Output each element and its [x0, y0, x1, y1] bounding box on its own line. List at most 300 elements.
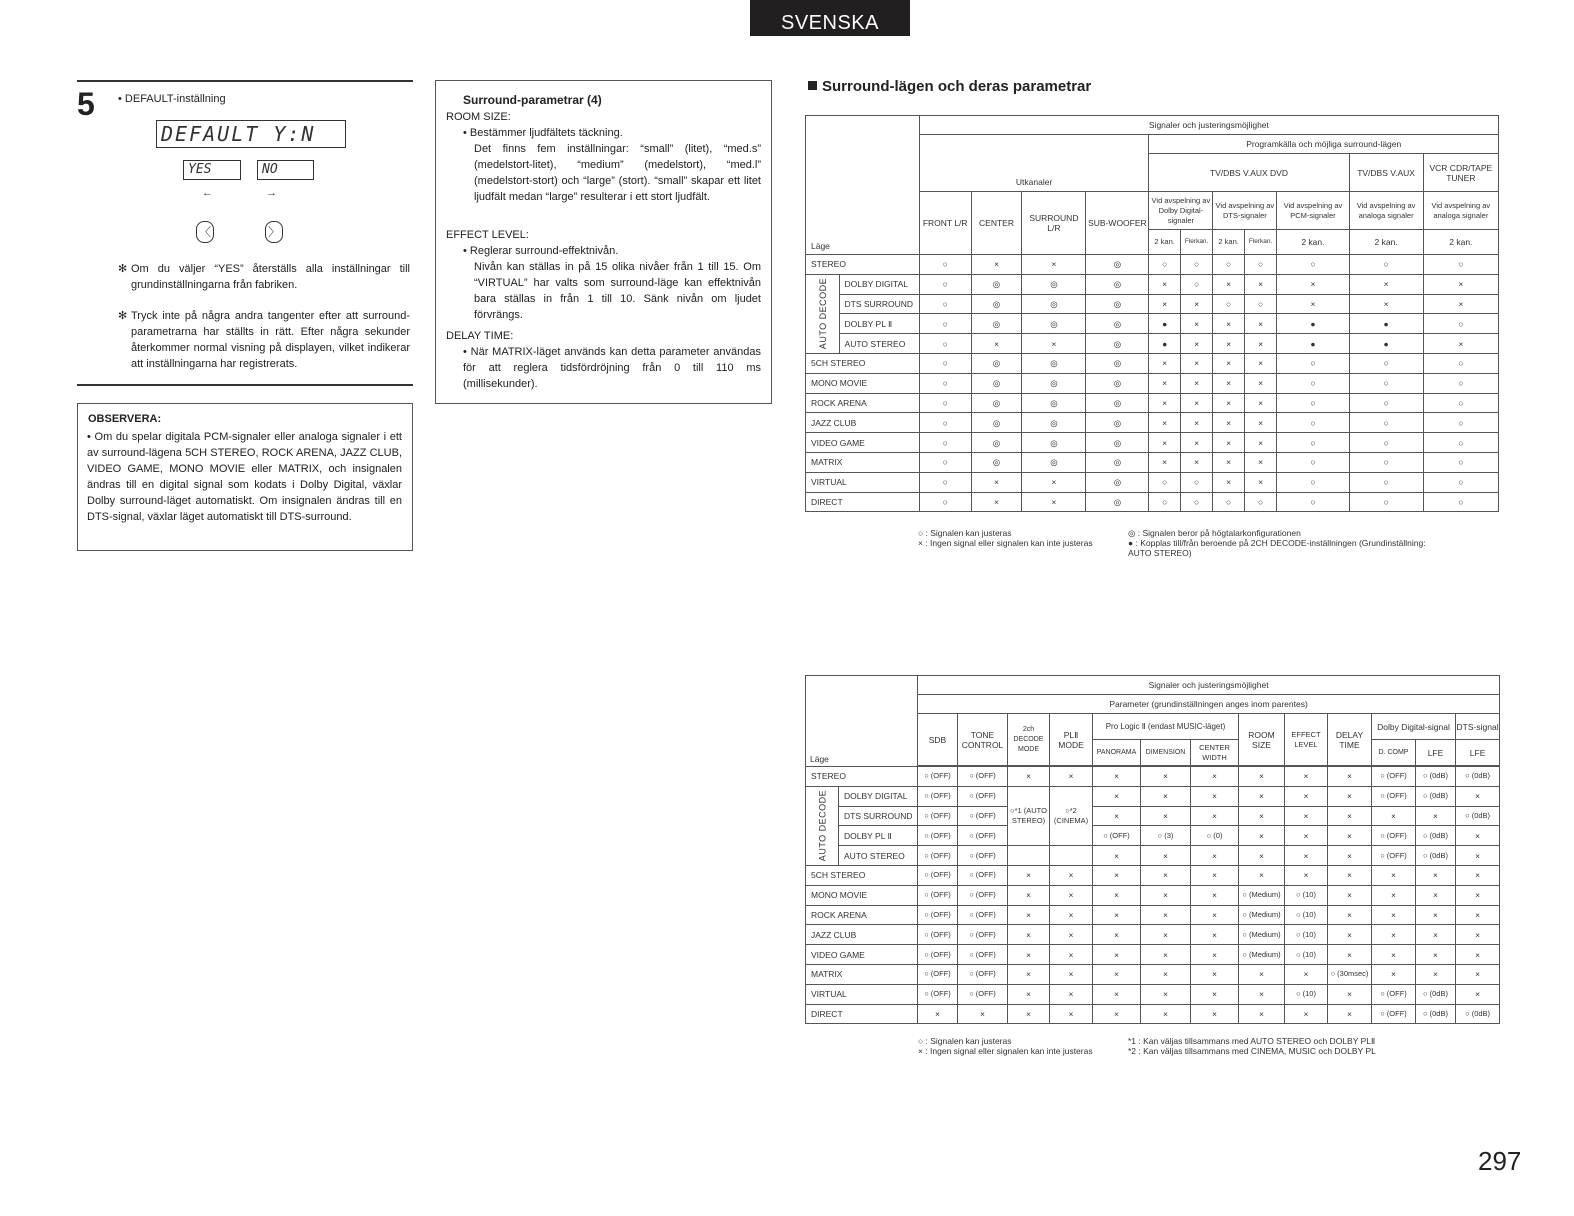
table-cell: ×	[1239, 786, 1285, 806]
table-cell: ○ (OFF)	[918, 767, 958, 787]
mode-name: DIRECT	[806, 492, 920, 512]
table-cell: ×	[1180, 294, 1213, 314]
mode-name: DTS SURROUND	[839, 294, 919, 314]
section-title	[808, 78, 1091, 95]
t2-legend-right	[1128, 1036, 1448, 1056]
table-cell: ○ (OFF)	[1372, 846, 1416, 866]
t1-header-src2: TV/DBS V.AUX	[1349, 154, 1423, 192]
table-cell: ○ (OFF)	[918, 806, 958, 826]
table-cell: ×	[1093, 1004, 1141, 1024]
table-cell: ◎	[1086, 314, 1149, 334]
table-cell: ×	[1285, 786, 1328, 806]
lcd-no: NO	[257, 160, 314, 180]
table-cell: ×	[1149, 274, 1180, 294]
t1-header-multich-dts: Flerkan.	[1244, 230, 1277, 255]
table-cell: ×	[1008, 865, 1050, 885]
table-cell: ◎	[1086, 472, 1149, 492]
table-cell: ○ (0dB)	[1416, 826, 1456, 846]
table-cell: ○ (OFF)	[958, 885, 1008, 905]
t1-header-pcm-2ch: 2 kan.	[1277, 230, 1349, 255]
table-cell: ○	[919, 334, 971, 354]
table-cell: ○ (OFF)	[958, 767, 1008, 787]
table-cell: ◎	[971, 274, 1022, 294]
table-cell: ○ (OFF)	[1372, 1004, 1416, 1024]
table-row	[806, 984, 1500, 1004]
table-cell: ×	[1285, 1004, 1328, 1024]
t1-header-analog2: Vid avspelning av analoga signaler	[1423, 192, 1498, 230]
table-cell: ×	[1008, 905, 1050, 925]
table-cell: ×	[1180, 413, 1213, 433]
table-cell: ×	[1277, 294, 1349, 314]
legend-note-2: *2 : Kan väljas tillsammans med CINEMA, MUSIC och DOLBY PL	[1128, 1046, 1376, 1056]
t2-header-signal: Signaler och justeringsmöjlighet	[918, 676, 1500, 695]
auto-2ch-decode-cell: ○*1 (AUTO STEREO)	[1008, 786, 1050, 845]
table-cell: ○ (0dB)	[1456, 1004, 1500, 1024]
table-cell: ○	[1213, 492, 1244, 512]
table-cell: ×	[1022, 334, 1086, 354]
table-cell: ×	[1213, 274, 1244, 294]
mode-name: 5CH STEREO	[806, 353, 920, 373]
table-row	[806, 492, 1499, 512]
t2-header-dcomp: D. COMP	[1372, 740, 1416, 766]
table-cell: ×	[1141, 885, 1191, 905]
table-cell: ×	[1372, 945, 1416, 965]
mode-name: AUTO STEREO	[839, 846, 918, 866]
table-cell: ◎	[971, 314, 1022, 334]
table-cell: ×	[1022, 492, 1086, 512]
t2-header-delay: DELAY TIME	[1328, 714, 1372, 766]
table-cell: ×	[1328, 846, 1372, 866]
table-cell: ○ (OFF)	[958, 826, 1008, 846]
table-cell: ×	[1328, 885, 1372, 905]
mode-name: VIDEO GAME	[806, 433, 920, 453]
table-cell: ×	[1141, 865, 1191, 885]
table-cell: ◎	[971, 294, 1022, 314]
table-cell: ×	[1093, 964, 1141, 984]
table-cell: ○ (Medium)	[1239, 925, 1285, 945]
table-cell: ○	[1244, 294, 1277, 314]
table-cell: ○	[919, 472, 971, 492]
table-row	[806, 452, 1499, 472]
t2-header-dolby: Dolby Digital-signal	[1372, 714, 1456, 740]
table-cell: ○	[1180, 472, 1213, 492]
table-cell: ○ (OFF)	[918, 945, 958, 965]
table-cell: ×	[1180, 393, 1213, 413]
table-cell: ○	[1349, 255, 1423, 275]
table-row	[806, 945, 1500, 965]
table-cell: ×	[1285, 846, 1328, 866]
table-cell: ○ (OFF)	[958, 786, 1008, 806]
table-cell: ×	[1277, 274, 1349, 294]
table-cell: ×	[918, 1004, 958, 1024]
table-cell: ○	[1423, 373, 1498, 393]
table-cell: ×	[1244, 373, 1277, 393]
table-cell: ◎	[1022, 393, 1086, 413]
table-cell: ○ (OFF)	[958, 806, 1008, 826]
table-cell: ◎	[1022, 452, 1086, 472]
table-cell: ×	[1456, 885, 1500, 905]
table-cell: ×	[1050, 905, 1093, 925]
t2-header-dts: DTS-signal	[1456, 714, 1500, 740]
table-cell: ○	[1423, 353, 1498, 373]
table-cell: ○	[919, 274, 971, 294]
table-cell: ◎	[971, 393, 1022, 413]
table-cell: ●	[1349, 314, 1423, 334]
table-cell: ×	[1244, 334, 1277, 354]
table-cell: ×	[1008, 945, 1050, 965]
room-size-bullet: • Bestämmer ljudfältets täckning.	[463, 127, 623, 139]
t1-header-program: Programkälla och möjliga surround-lägen	[1149, 135, 1499, 154]
table-cell: ◎	[1086, 334, 1149, 354]
table-cell: ×	[1213, 314, 1244, 334]
table-cell: ×	[1141, 984, 1191, 1004]
table-cell: ◎	[971, 413, 1022, 433]
table-cell: ×	[1149, 433, 1180, 453]
t1-header-src3: VCR CDR/TAPE TUNER	[1423, 154, 1498, 192]
delay-time-heading: DELAY TIME:	[446, 330, 514, 342]
table-cell: ○	[1277, 255, 1349, 275]
table-cell: ×	[1328, 925, 1372, 945]
t1-header-src1: TV/DBS V.AUX DVD	[1149, 154, 1349, 192]
table-cell: ×	[1244, 393, 1277, 413]
asterisk-icon: ✻	[118, 263, 128, 275]
table-cell: ○	[1423, 452, 1498, 472]
table-row	[806, 905, 1500, 925]
table-cell: ○	[919, 492, 971, 512]
table-cell: ×	[971, 255, 1022, 275]
table-row	[806, 865, 1500, 885]
table-cell: ×	[1191, 1004, 1239, 1024]
t2-header-room-size: ROOM SIZE	[1239, 714, 1285, 766]
table-cell: ×	[1213, 452, 1244, 472]
table-cell: ○	[1423, 255, 1498, 275]
table-cell: ○	[1277, 433, 1349, 453]
table-cell: ○	[1277, 353, 1349, 373]
table-cell: ×	[1093, 945, 1141, 965]
table-cell: ×	[1239, 1004, 1285, 1024]
table-cell: ×	[1213, 334, 1244, 354]
table-cell: ×	[1050, 767, 1093, 787]
table-cell: ◎	[1022, 294, 1086, 314]
table-row	[806, 433, 1499, 453]
square-bullet-icon	[808, 81, 817, 90]
table-cell: ×	[1285, 806, 1328, 826]
t1-header-pcm: Vid avspelning av PCM-signaler	[1277, 192, 1349, 230]
table-cell: ×	[1239, 826, 1285, 846]
table-cell: ×	[1213, 353, 1244, 373]
table-cell: ×	[1328, 945, 1372, 965]
table-cell: ◎	[1022, 433, 1086, 453]
table-cell: ×	[1239, 964, 1285, 984]
table-cell: ○ (3)	[1141, 826, 1191, 846]
default-setting-label: • DEFAULT-inställning	[118, 93, 226, 105]
table-cell: ○ (10)	[1285, 945, 1328, 965]
table-cell: ×	[1141, 905, 1191, 925]
table-cell: ×	[1285, 964, 1328, 984]
table-cell: ○	[1423, 472, 1498, 492]
note-keys-text: Tryck inte på några andra tangenter efter att surround-parametrarna har ställts in rätt. Efter några sekunder återkommer normal visning på displayen, vilket indikerar att inställningarna har registrerats.	[131, 310, 410, 370]
table-cell: ×	[1191, 865, 1239, 885]
t1-header-analog1-2ch: 2 kan.	[1349, 230, 1423, 255]
table-cell: ●	[1277, 334, 1349, 354]
table-cell: ○ (OFF)	[1372, 984, 1416, 1004]
table-cell: ○ (0dB)	[1416, 1004, 1456, 1024]
table-cell: ×	[1180, 353, 1213, 373]
table-cell: ×	[1328, 786, 1372, 806]
table-cell: ×	[1244, 433, 1277, 453]
legend-not-adjustable: × : Ingen signal eller signalen kan inte justeras	[918, 1046, 1093, 1056]
table-row	[806, 393, 1499, 413]
table-row	[806, 925, 1500, 945]
room-size-heading: ROOM SIZE:	[446, 111, 511, 123]
table-cell: ×	[1244, 314, 1277, 334]
divider	[77, 80, 413, 82]
t2-header-prologic: Pro Logic Ⅱ (endast MUSIC-läget)	[1093, 714, 1239, 740]
table-row	[806, 767, 1500, 787]
observe-box	[77, 403, 413, 551]
table-cell: ○ (10)	[1285, 885, 1328, 905]
note-reset-text: Om du väljer “YES” återställs alla inställningar till grundinställningarna från fabriken.	[131, 263, 410, 291]
mode-name: VIDEO GAME	[806, 945, 918, 965]
table-cell: ○ (Medium)	[1239, 945, 1285, 965]
table-cell: ◎	[1086, 433, 1149, 453]
table-cell: ×	[1239, 846, 1285, 866]
table-cell: ○	[1349, 413, 1423, 433]
table-cell: ○	[919, 393, 971, 413]
table-cell: ○	[1277, 472, 1349, 492]
table-cell: ×	[1372, 865, 1416, 885]
table-cell: ○	[919, 353, 971, 373]
table-cell: ●	[1349, 334, 1423, 354]
table-cell: ×	[1050, 885, 1093, 905]
table-cell: ◎	[971, 373, 1022, 393]
table-cell: ◎	[1022, 314, 1086, 334]
table-cell: ○ (OFF)	[918, 964, 958, 984]
mode-name: DOLBY DIGITAL	[839, 786, 918, 806]
table-cell: ◎	[1086, 492, 1149, 512]
table-cell: ○	[919, 255, 971, 275]
table-cell: ◎	[1022, 274, 1086, 294]
table-row	[806, 274, 1499, 294]
mode-name: DOLBY PL Ⅱ	[839, 826, 918, 846]
mode-name: STEREO	[806, 767, 918, 787]
table-cell	[1008, 846, 1050, 866]
table-cell: ×	[1244, 413, 1277, 433]
table-cell: ○ (OFF)	[918, 885, 958, 905]
room-size-text: Det finns fem inställningar: “small” (litet), “med.s” (medelstort-litet), “medium” (medelstort), “med.l” (medelstort-stort) och “large” (stort). “small” skapar ett litet ljudfält medan “large” resulterar i ett stort ljudfält.	[474, 143, 761, 203]
table-cell: ×	[1416, 925, 1456, 945]
table-cell: ●	[1277, 314, 1349, 334]
table-row	[806, 314, 1499, 334]
table-cell: ×	[1008, 925, 1050, 945]
mode-name: DIRECT	[806, 1004, 918, 1024]
t1-header-mode: Läge	[806, 230, 920, 255]
table-row	[806, 786, 1500, 806]
note-keys	[118, 308, 410, 372]
table-cell: ×	[1239, 984, 1285, 1004]
t2-header-2ch-decode: 2ch DECODE MODE	[1008, 714, 1050, 766]
table-cell: ×	[1191, 786, 1239, 806]
table-cell: ○ (OFF)	[958, 865, 1008, 885]
effect-level-bullet: • Reglerar surround-effektnivån.	[463, 245, 619, 257]
table-cell: ×	[1416, 865, 1456, 885]
table-cell: ×	[1191, 984, 1239, 1004]
table-cell: ○	[919, 413, 971, 433]
t1-header-multich: Flerkan.	[1180, 230, 1213, 255]
table-cell: ○	[919, 314, 971, 334]
effect-level-text: Nivån kan ställas in på 15 olika nivåer från 1 till 15. Om “VIRTUAL” har valts som surround-läge kan effektnivån bara ställas in från 1 till 10. Sänk nivån om ljudet förvrängs.	[474, 261, 761, 321]
table-cell: ○	[1423, 393, 1498, 413]
legend-not-adjustable: × : Ingen signal eller signalen kan inte justeras	[918, 538, 1093, 548]
divider	[77, 384, 413, 386]
table-cell: ×	[1008, 964, 1050, 984]
t2-header-lfe-dts: LFE	[1456, 740, 1500, 766]
step-number: 5	[77, 86, 95, 122]
t1-header-surround: SURROUND L/R	[1022, 192, 1086, 255]
table-cell: ◎	[1086, 353, 1149, 373]
table-cell: ◎	[1022, 373, 1086, 393]
table-cell: ×	[1149, 393, 1180, 413]
table-cell: ×	[1213, 413, 1244, 433]
table-cell: ○ (OFF)	[1372, 767, 1416, 787]
page-number: 297	[1478, 1146, 1522, 1176]
table-cell: ○ (OFF)	[1372, 826, 1416, 846]
table-cell: ○	[1180, 274, 1213, 294]
table-cell: ×	[1141, 786, 1191, 806]
table-cell: ×	[1149, 373, 1180, 393]
table-cell: ×	[1416, 945, 1456, 965]
table-cell: ×	[971, 492, 1022, 512]
table-cell: ○	[1423, 492, 1498, 512]
table-cell: ×	[1423, 294, 1498, 314]
table-row	[806, 964, 1500, 984]
table-row	[806, 826, 1500, 846]
table-cell: ○	[1180, 255, 1213, 275]
table-cell: ○	[1149, 492, 1180, 512]
table-cell: ×	[1328, 826, 1372, 846]
observe-title: OBSERVERA:	[88, 413, 162, 425]
table-cell: ×	[1093, 786, 1141, 806]
auto-pl2-mode-cell: ○*2 (CINEMA)	[1050, 786, 1093, 845]
mode-name: VIRTUAL	[806, 472, 920, 492]
table-cell: ○	[1149, 472, 1180, 492]
table-cell: ×	[1093, 767, 1141, 787]
table-cell: ×	[1349, 274, 1423, 294]
table-cell: ●	[1149, 314, 1180, 334]
table-cell: ×	[1180, 334, 1213, 354]
table-cell: ○	[1423, 413, 1498, 433]
table-cell: ○ (OFF)	[918, 846, 958, 866]
table-row	[806, 334, 1499, 354]
table-cell: ×	[1456, 905, 1500, 925]
t1-header-dts: Vid avspelning av DTS-signaler	[1213, 192, 1277, 230]
table-cell: ×	[1050, 945, 1093, 965]
table-row	[806, 1004, 1500, 1024]
params-title: Surround-parametrar (4)	[463, 93, 602, 107]
observe-text: • Om du spelar digitala PCM-signaler eller analoga signaler i ett av surround-lägena 5CH STEREO, ROCK ARENA, JAZZ CLUB, VIDEO GAME, MONO MOVIE eller MATRIX, och insignalen ändras till en digital signal som kodats i Dolby Digital, växlar Dolby surround-läget automatiskt. Om insignalen ändras till en DTS-signal, växlar läget automatiskt till DTS-surround.	[87, 431, 402, 523]
t1-header-subwoofer: SUB-WOOFER	[1086, 192, 1149, 255]
table-cell: ○	[1349, 452, 1423, 472]
table-cell: ×	[1372, 885, 1416, 905]
asterisk-icon: ✻	[118, 310, 128, 322]
table-cell: ×	[1244, 472, 1277, 492]
table-cell: ×	[1050, 964, 1093, 984]
effect-level-heading: EFFECT LEVEL:	[446, 229, 529, 241]
mode-name: ROCK ARENA	[806, 905, 918, 925]
mode-name: AUTO STEREO	[839, 334, 919, 354]
legend-note-1: *1 : Kan väljas tillsammans med AUTO STEREO och DOLBY PLⅡ	[1128, 1036, 1376, 1046]
cursor-right-button-icon: 〉	[265, 221, 283, 243]
table-cell: ○ (0dB)	[1416, 984, 1456, 1004]
table-cell: ×	[1149, 353, 1180, 373]
table-cell: ×	[1093, 984, 1141, 1004]
t1-header-outputs: Utkanaler	[919, 135, 1149, 192]
table-cell: ×	[1285, 865, 1328, 885]
table-cell: ×	[1008, 885, 1050, 905]
t1-header-dolby: Vid avspelning av Dolby Digital-signaler	[1149, 192, 1213, 230]
table-cell: ×	[1093, 925, 1141, 945]
table-cell: ×	[1050, 925, 1093, 945]
table-cell: ○	[1423, 314, 1498, 334]
table-cell: ×	[1239, 767, 1285, 787]
table-cell: ○	[1277, 373, 1349, 393]
table-cell: ○ (10)	[1285, 984, 1328, 1004]
table-cell: ○ (OFF)	[918, 865, 958, 885]
table-cell: ×	[1050, 1004, 1093, 1024]
mode-name: STEREO	[806, 255, 920, 275]
table-cell: ○	[1213, 255, 1244, 275]
table-cell: ×	[1372, 905, 1416, 925]
table-cell: ×	[1456, 826, 1500, 846]
table-cell: ×	[1141, 846, 1191, 866]
table-cell: ○ (OFF)	[918, 905, 958, 925]
table-row	[806, 806, 1500, 826]
table-cell: ×	[1456, 846, 1500, 866]
t1-legend-left	[918, 528, 1118, 548]
table-cell: ×	[1191, 905, 1239, 925]
t2-header-effect: EFFECT LEVEL	[1285, 714, 1328, 766]
table-cell: ●	[1149, 334, 1180, 354]
table-cell: ×	[1239, 806, 1285, 826]
table-cell: ○ (0dB)	[1416, 846, 1456, 866]
table-cell: ×	[1423, 274, 1498, 294]
table-row	[806, 413, 1499, 433]
table-cell: ×	[1141, 767, 1191, 787]
table-cell: ○ (0dB)	[1456, 806, 1500, 826]
table-cell: ×	[1050, 984, 1093, 1004]
table-cell: ○	[1277, 492, 1349, 512]
language-tab: SVENSKA	[750, 0, 910, 36]
table-cell: ×	[1244, 452, 1277, 472]
table-cell: ×	[1213, 433, 1244, 453]
table-cell: ○ (OFF)	[1372, 786, 1416, 806]
modes-parameter-table	[805, 675, 1500, 1024]
table-cell: ×	[1180, 452, 1213, 472]
arrow-left-icon: ←	[202, 187, 213, 199]
table-cell: ×	[1372, 925, 1416, 945]
table-cell: ○ (OFF)	[958, 905, 1008, 925]
table-cell: ×	[1141, 806, 1191, 826]
table-row	[806, 373, 1499, 393]
table-cell: ×	[1191, 885, 1239, 905]
table-cell: ○	[1244, 255, 1277, 275]
t1-header-center: CENTER	[971, 192, 1022, 255]
table-cell: ×	[1191, 846, 1239, 866]
table-row	[806, 472, 1499, 492]
arrow-right-icon: →	[266, 187, 277, 199]
mode-name: 5CH STEREO	[806, 865, 918, 885]
table-cell: ×	[1456, 865, 1500, 885]
